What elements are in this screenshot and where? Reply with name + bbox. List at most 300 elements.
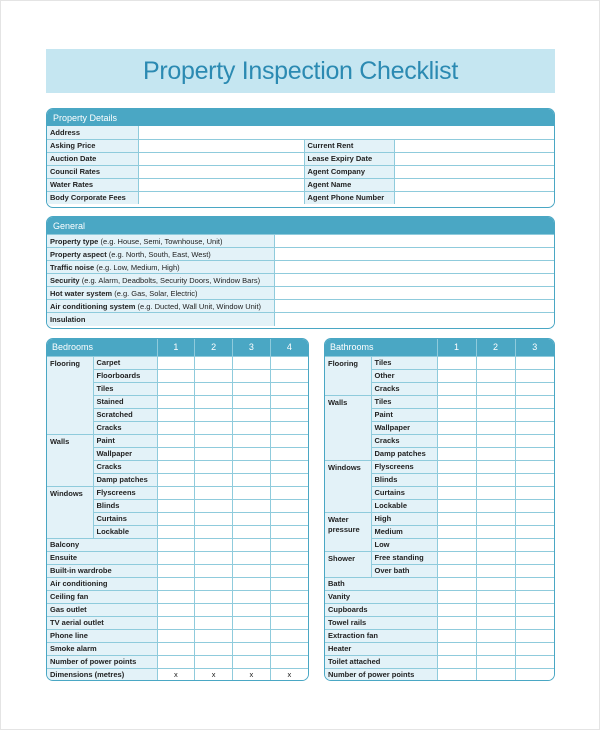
- general-label: [47, 248, 274, 261]
- bedrooms-checkbox-cell[interactable]: [270, 395, 308, 408]
- property-details-table: [47, 126, 554, 204]
- general-input[interactable]: [274, 248, 554, 261]
- bedrooms-checkbox-cell[interactable]: [233, 356, 271, 369]
- bedrooms-checkbox-cell[interactable]: [157, 369, 195, 382]
- bedrooms-checkbox-cell[interactable]: [157, 395, 195, 408]
- details-row: [47, 139, 554, 152]
- bedrooms-item: Ensuite: [47, 551, 157, 564]
- bathrooms-checkbox-cell[interactable]: [515, 538, 554, 551]
- bathrooms-item: Lockable: [371, 499, 437, 512]
- bedrooms-checkbox-cell[interactable]: [233, 473, 271, 486]
- bathrooms-checkbox-cell[interactable]: [476, 629, 515, 642]
- bathrooms-row: [325, 642, 554, 655]
- bathrooms-checkbox-cell[interactable]: [437, 395, 476, 408]
- bathrooms-checkbox-cell[interactable]: [437, 655, 476, 668]
- bathrooms-checkbox-cell[interactable]: [515, 434, 554, 447]
- general-input[interactable]: [274, 261, 554, 274]
- general-card: [46, 216, 555, 329]
- details-row: [47, 165, 554, 178]
- bedrooms-item: Stained: [93, 395, 157, 408]
- bathrooms-item: Cupboards: [325, 603, 437, 616]
- bedrooms-checkbox-cell[interactable]: [270, 525, 308, 538]
- bathrooms-checkbox-cell[interactable]: [476, 486, 515, 499]
- bathrooms-checkbox-cell[interactable]: [476, 408, 515, 421]
- bathrooms-item: Other: [371, 369, 437, 382]
- bathrooms-checkbox-cell[interactable]: [515, 577, 554, 590]
- bedrooms-checkbox-cell[interactable]: [233, 525, 271, 538]
- bedrooms-row: [47, 616, 308, 629]
- bedrooms-checkbox-cell[interactable]: [195, 590, 233, 603]
- bedrooms-row: [47, 356, 308, 369]
- bedrooms-checkbox-cell[interactable]: [157, 525, 195, 538]
- bathrooms-category: Windows: [325, 460, 371, 512]
- bedrooms-checkbox-cell[interactable]: [157, 538, 195, 551]
- bedrooms-checkbox-cell[interactable]: [270, 382, 308, 395]
- bathrooms-checkbox-cell[interactable]: [476, 499, 515, 512]
- bathrooms-item: Heater: [325, 642, 437, 655]
- general-label-text: Hot water system: [50, 288, 113, 298]
- general-header: General: [47, 217, 554, 234]
- bathrooms-checkbox-cell[interactable]: [476, 525, 515, 538]
- bedrooms-checkbox-cell[interactable]: [157, 382, 195, 395]
- general-label-hint: (e.g. North, South, East, West): [106, 249, 211, 259]
- bathrooms-checkbox-cell[interactable]: [515, 512, 554, 525]
- bedrooms-card: [46, 338, 309, 681]
- general-label-hint: (e.g. Alarm, Deadbolts, Security Doors, Window Bars): [79, 275, 261, 285]
- bedrooms-category: Windows: [47, 486, 93, 538]
- bedrooms-checkbox-cell[interactable]: [233, 382, 271, 395]
- bathrooms-checkbox-cell[interactable]: [437, 408, 476, 421]
- bedrooms-checkbox-cell[interactable]: [233, 395, 271, 408]
- bedrooms-checkbox-cell[interactable]: [157, 447, 195, 460]
- general-label-hint: (e.g. Low, Medium, High): [94, 262, 180, 272]
- bathrooms-checkbox-cell[interactable]: [476, 590, 515, 603]
- bedrooms-checkbox-cell[interactable]: [270, 356, 308, 369]
- bedrooms-checkbox-cell[interactable]: [157, 616, 195, 629]
- bathrooms-checkbox-cell[interactable]: [437, 473, 476, 486]
- bedrooms-checkbox-cell[interactable]: [195, 525, 233, 538]
- bathrooms-row: [325, 629, 554, 642]
- bedrooms-checkbox-cell[interactable]: [195, 512, 233, 525]
- bedrooms-dimensions-cell[interactable]: x: [270, 668, 308, 681]
- bathrooms-checkbox-cell[interactable]: [515, 395, 554, 408]
- bedrooms-checkbox-cell[interactable]: [233, 603, 271, 616]
- general-label-text: Traffic noise: [50, 262, 95, 272]
- bathrooms-row: [325, 616, 554, 629]
- bedrooms-checkbox-cell[interactable]: [157, 564, 195, 577]
- bathrooms-checkbox-cell[interactable]: [437, 629, 476, 642]
- bathrooms-checkbox-cell[interactable]: [476, 473, 515, 486]
- bathrooms-checkbox-cell[interactable]: [437, 525, 476, 538]
- general-input[interactable]: [274, 313, 554, 326]
- bedrooms-dimensions-label: Dimensions (metres): [47, 668, 157, 681]
- bedrooms-checkbox-cell[interactable]: [195, 603, 233, 616]
- bathrooms-checkbox-cell[interactable]: [437, 382, 476, 395]
- bedrooms-checkbox-cell[interactable]: [270, 642, 308, 655]
- bathrooms-item: Bath: [325, 577, 437, 590]
- bedrooms-checkbox-cell[interactable]: [270, 460, 308, 473]
- bedrooms-column-number: 1: [157, 339, 195, 356]
- bathrooms-item: Toilet attached: [325, 655, 437, 668]
- bedrooms-checkbox-cell[interactable]: [233, 499, 271, 512]
- details-input[interactable]: [138, 165, 304, 178]
- general-label: [47, 300, 274, 313]
- bathrooms-item: Over bath: [371, 564, 437, 577]
- bedrooms-checkbox-cell[interactable]: [157, 655, 195, 668]
- general-input[interactable]: [274, 274, 554, 287]
- bathrooms-checkbox-cell[interactable]: [437, 499, 476, 512]
- bedrooms-item: Gas outlet: [47, 603, 157, 616]
- bathrooms-checkbox-cell[interactable]: [515, 590, 554, 603]
- bedrooms-header: Bedrooms: [47, 339, 157, 356]
- bedrooms-checkbox-cell[interactable]: [195, 434, 233, 447]
- bedrooms-checkbox-cell[interactable]: [195, 408, 233, 421]
- bathrooms-checkbox-cell[interactable]: [437, 512, 476, 525]
- bathrooms-table: [325, 339, 554, 681]
- bedrooms-item: Balcony: [47, 538, 157, 551]
- bathrooms-item: Towel rails: [325, 616, 437, 629]
- bedrooms-checkbox-cell[interactable]: [195, 382, 233, 395]
- details-label: Lease Expiry Date: [304, 152, 394, 165]
- bedrooms-item: Floorboards: [93, 369, 157, 382]
- bathrooms-column-number: 2: [476, 339, 515, 356]
- bedrooms-checkbox-cell[interactable]: [157, 590, 195, 603]
- bedrooms-checkbox-cell[interactable]: [195, 551, 233, 564]
- bathrooms-checkbox-cell[interactable]: [476, 551, 515, 564]
- bedrooms-checkbox-cell[interactable]: [157, 551, 195, 564]
- bathrooms-column-number: 3: [515, 339, 554, 356]
- bathrooms-checkbox-cell[interactable]: [515, 642, 554, 655]
- bedrooms-checkbox-cell[interactable]: [233, 616, 271, 629]
- bathrooms-item: Vanity: [325, 590, 437, 603]
- bathrooms-checkbox-cell[interactable]: [515, 460, 554, 473]
- bedrooms-checkbox-cell[interactable]: [270, 369, 308, 382]
- details-input[interactable]: [138, 191, 304, 204]
- bedrooms-checkbox-cell[interactable]: [233, 460, 271, 473]
- general-input[interactable]: [274, 287, 554, 300]
- bedrooms-checkbox-cell[interactable]: [195, 538, 233, 551]
- details-label: Council Rates: [47, 165, 138, 178]
- bedrooms-checkbox-cell[interactable]: [195, 395, 233, 408]
- bedrooms-item: Air conditioning: [47, 577, 157, 590]
- bathrooms-checkbox-cell[interactable]: [437, 551, 476, 564]
- bedrooms-checkbox-cell[interactable]: [270, 551, 308, 564]
- bedrooms-category: Walls: [47, 434, 93, 486]
- address-label: Address: [47, 126, 138, 139]
- bedrooms-item: Number of power points: [47, 655, 157, 668]
- bedrooms-checkbox-cell[interactable]: [233, 512, 271, 525]
- bathrooms-checkbox-cell[interactable]: [437, 642, 476, 655]
- bedrooms-item: Blinds: [93, 499, 157, 512]
- bedrooms-row: [47, 486, 308, 499]
- bathrooms-checkbox-cell[interactable]: [476, 616, 515, 629]
- bedrooms-checkbox-cell[interactable]: [157, 486, 195, 499]
- bathrooms-checkbox-cell[interactable]: [476, 421, 515, 434]
- general-label-hint: (e.g. House, Semi, Townhouse, Unit): [98, 236, 223, 246]
- bathrooms-checkbox-cell[interactable]: [476, 538, 515, 551]
- general-input[interactable]: [274, 300, 554, 313]
- general-label-hint: (e.g. Ducted, Wall Unit, Window Unit): [135, 301, 262, 311]
- bathrooms-checkbox-cell[interactable]: [476, 642, 515, 655]
- bathrooms-checkbox-cell[interactable]: [476, 577, 515, 590]
- bathrooms-checkbox-cell[interactable]: [476, 434, 515, 447]
- bathrooms-checkbox-cell[interactable]: [476, 668, 515, 681]
- general-row: [47, 287, 554, 300]
- details-label: Agent Company: [304, 165, 394, 178]
- bedrooms-checkbox-cell[interactable]: [157, 512, 195, 525]
- bedrooms-checkbox-cell[interactable]: [157, 434, 195, 447]
- bathrooms-row: [325, 603, 554, 616]
- bedrooms-checkbox-cell[interactable]: [157, 629, 195, 642]
- bedrooms-checkbox-cell[interactable]: [270, 408, 308, 421]
- bathrooms-header-row: [325, 339, 554, 356]
- bathrooms-checkbox-cell[interactable]: [515, 629, 554, 642]
- bedrooms-checkbox-cell[interactable]: [233, 655, 271, 668]
- bathrooms-checkbox-cell[interactable]: [476, 369, 515, 382]
- bedrooms-checkbox-cell[interactable]: [195, 642, 233, 655]
- bathrooms-checkbox-cell[interactable]: [515, 564, 554, 577]
- bathrooms-checkbox-cell[interactable]: [476, 356, 515, 369]
- details-label: Body Corporate Fees: [47, 191, 138, 204]
- general-label-text: Property type: [50, 236, 99, 246]
- bedrooms-checkbox-cell[interactable]: [233, 369, 271, 382]
- bathrooms-checkbox-cell[interactable]: [515, 525, 554, 538]
- details-input[interactable]: [138, 152, 304, 165]
- bathrooms-checkbox-cell[interactable]: [437, 486, 476, 499]
- bedrooms-item: Ceiling fan: [47, 590, 157, 603]
- details-row: [47, 178, 554, 191]
- bedrooms-checkbox-cell[interactable]: [270, 590, 308, 603]
- bathrooms-checkbox-cell[interactable]: [437, 421, 476, 434]
- bathrooms-row: [325, 577, 554, 590]
- bathrooms-category: Water pressure: [325, 512, 371, 551]
- bathrooms-category: Walls: [325, 395, 371, 460]
- details-input[interactable]: [394, 139, 554, 152]
- bathrooms-checkbox-cell[interactable]: [437, 616, 476, 629]
- bathrooms-checkbox-cell[interactable]: [476, 447, 515, 460]
- bedrooms-checkbox-cell[interactable]: [195, 421, 233, 434]
- bedrooms-column-number: 3: [233, 339, 271, 356]
- bedrooms-checkbox-cell[interactable]: [270, 577, 308, 590]
- bedrooms-checkbox-cell[interactable]: [270, 434, 308, 447]
- bathrooms-checkbox-cell[interactable]: [515, 421, 554, 434]
- details-input[interactable]: [394, 165, 554, 178]
- bedrooms-item: Smoke alarm: [47, 642, 157, 655]
- bedrooms-item: Paint: [93, 434, 157, 447]
- property-details-card: [46, 108, 555, 208]
- bedrooms-row: [47, 655, 308, 668]
- bedrooms-dimensions-cell[interactable]: x: [233, 668, 271, 681]
- bedrooms-checkbox-cell[interactable]: [157, 408, 195, 421]
- bathrooms-checkbox-cell[interactable]: [476, 564, 515, 577]
- bedrooms-row: [47, 551, 308, 564]
- details-input[interactable]: [138, 178, 304, 191]
- bedrooms-checkbox-cell[interactable]: [195, 460, 233, 473]
- bedrooms-checkbox-cell[interactable]: [270, 447, 308, 460]
- bathrooms-column-number: 1: [437, 339, 476, 356]
- bedrooms-checkbox-cell[interactable]: [233, 551, 271, 564]
- bedrooms-checkbox-cell[interactable]: [233, 486, 271, 499]
- bathrooms-category: Shower: [325, 551, 371, 577]
- bathrooms-checkbox-cell[interactable]: [476, 382, 515, 395]
- bathrooms-checkbox-cell[interactable]: [515, 382, 554, 395]
- bathrooms-checkbox-cell[interactable]: [515, 551, 554, 564]
- details-label: Agent Phone Number: [304, 191, 394, 204]
- bedrooms-checkbox-cell[interactable]: [270, 486, 308, 499]
- bedrooms-row: [47, 603, 308, 616]
- bedrooms-checkbox-cell[interactable]: [195, 629, 233, 642]
- bedrooms-checkbox-cell[interactable]: [270, 603, 308, 616]
- bathrooms-header: Bathrooms: [325, 339, 437, 356]
- bedrooms-checkbox-cell[interactable]: [233, 590, 271, 603]
- general-input[interactable]: [274, 235, 554, 248]
- bathrooms-checkbox-cell[interactable]: [437, 603, 476, 616]
- address-input[interactable]: [138, 126, 554, 139]
- bathrooms-checkbox-cell[interactable]: [515, 408, 554, 421]
- bathrooms-item: Wallpaper: [371, 421, 437, 434]
- bathrooms-checkbox-cell[interactable]: [515, 603, 554, 616]
- bedrooms-item: Wallpaper: [93, 447, 157, 460]
- bathrooms-checkbox-cell[interactable]: [437, 460, 476, 473]
- bedrooms-checkbox-cell[interactable]: [157, 356, 195, 369]
- bedrooms-checkbox-cell[interactable]: [157, 642, 195, 655]
- bathrooms-checkbox-cell[interactable]: [437, 538, 476, 551]
- bathrooms-checkbox-cell[interactable]: [476, 460, 515, 473]
- bedrooms-checkbox-cell[interactable]: [270, 473, 308, 486]
- address-row: [47, 126, 554, 139]
- bedrooms-checkbox-cell[interactable]: [270, 421, 308, 434]
- bedrooms-checkbox-cell[interactable]: [233, 434, 271, 447]
- bathrooms-checkbox-cell[interactable]: [476, 395, 515, 408]
- bedrooms-checkbox-cell[interactable]: [233, 408, 271, 421]
- bedrooms-checkbox-cell[interactable]: [270, 629, 308, 642]
- bedrooms-checkbox-cell[interactable]: [195, 369, 233, 382]
- title-banner: [46, 49, 555, 93]
- bedrooms-checkbox-cell[interactable]: [195, 577, 233, 590]
- details-input[interactable]: [394, 178, 554, 191]
- bedrooms-row: [47, 538, 308, 551]
- bathrooms-item: Flyscreens: [371, 460, 437, 473]
- details-input[interactable]: [394, 152, 554, 165]
- details-input[interactable]: [394, 191, 554, 204]
- bedrooms-checkbox-cell[interactable]: [157, 460, 195, 473]
- bedrooms-checkbox-cell[interactable]: [195, 486, 233, 499]
- bedrooms-checkbox-cell[interactable]: [157, 421, 195, 434]
- bathrooms-item: Extraction fan: [325, 629, 437, 642]
- bathrooms-item: Free standing: [371, 551, 437, 564]
- bathrooms-item: Medium: [371, 525, 437, 538]
- bathrooms-checkbox-cell[interactable]: [437, 564, 476, 577]
- bathrooms-checkbox-cell[interactable]: [515, 447, 554, 460]
- bedrooms-checkbox-cell[interactable]: [270, 564, 308, 577]
- details-label: Water Rates: [47, 178, 138, 191]
- bathrooms-item: Cracks: [371, 434, 437, 447]
- bathrooms-item: Number of power points: [325, 668, 437, 681]
- bedrooms-row: [47, 642, 308, 655]
- general-label-text: Insulation: [50, 314, 86, 324]
- property-details-header: Property Details: [47, 109, 554, 126]
- bedrooms-dimensions-cell[interactable]: x: [195, 668, 233, 681]
- bathrooms-checkbox-cell[interactable]: [476, 603, 515, 616]
- bedrooms-checkbox-cell[interactable]: [270, 616, 308, 629]
- bathrooms-checkbox-cell[interactable]: [437, 447, 476, 460]
- bathrooms-checkbox-cell[interactable]: [515, 369, 554, 382]
- general-label-text: Air conditioning system: [50, 301, 136, 311]
- bathrooms-checkbox-cell[interactable]: [437, 369, 476, 382]
- bathrooms-row: [325, 655, 554, 668]
- bedrooms-checkbox-cell[interactable]: [233, 577, 271, 590]
- general-table: [47, 234, 554, 326]
- general-row: [47, 261, 554, 274]
- bedrooms-checkbox-cell[interactable]: [157, 577, 195, 590]
- bathrooms-checkbox-cell[interactable]: [437, 668, 476, 681]
- bedrooms-checkbox-cell[interactable]: [157, 499, 195, 512]
- bedrooms-checkbox-cell[interactable]: [195, 356, 233, 369]
- bedrooms-checkbox-cell[interactable]: [195, 447, 233, 460]
- bedrooms-checkbox-cell[interactable]: [270, 512, 308, 525]
- bathrooms-checkbox-cell[interactable]: [476, 512, 515, 525]
- bedrooms-checkbox-cell[interactable]: [195, 655, 233, 668]
- bathrooms-checkbox-cell[interactable]: [515, 655, 554, 668]
- bedrooms-item: Damp patches: [93, 473, 157, 486]
- general-label: [47, 287, 274, 300]
- bedrooms-checkbox-cell[interactable]: [233, 421, 271, 434]
- bathrooms-checkbox-cell[interactable]: [515, 486, 554, 499]
- bedrooms-row: [47, 577, 308, 590]
- bedrooms-checkbox-cell[interactable]: [157, 473, 195, 486]
- bathrooms-checkbox-cell[interactable]: [515, 499, 554, 512]
- bedrooms-checkbox-cell[interactable]: [195, 564, 233, 577]
- bedrooms-checkbox-cell[interactable]: [195, 616, 233, 629]
- general-label-text: Security: [50, 275, 80, 285]
- bedrooms-checkbox-cell[interactable]: [233, 564, 271, 577]
- bedrooms-checkbox-cell[interactable]: [157, 603, 195, 616]
- details-input[interactable]: [138, 139, 304, 152]
- bedrooms-checkbox-cell[interactable]: [195, 499, 233, 512]
- bedrooms-checkbox-cell[interactable]: [270, 499, 308, 512]
- bathrooms-row: [325, 551, 554, 564]
- bedrooms-checkbox-cell[interactable]: [270, 655, 308, 668]
- bedrooms-checkbox-cell[interactable]: [233, 538, 271, 551]
- general-label-text: Property aspect: [50, 249, 107, 259]
- bathrooms-checkbox-cell[interactable]: [437, 356, 476, 369]
- bedrooms-item: Cracks: [93, 421, 157, 434]
- bedrooms-checkbox-cell[interactable]: [233, 642, 271, 655]
- bathrooms-row: [325, 668, 554, 681]
- bathrooms-checkbox-cell[interactable]: [515, 473, 554, 486]
- bathrooms-item: Curtains: [371, 486, 437, 499]
- general-row: [47, 248, 554, 261]
- bedrooms-checkbox-cell[interactable]: [195, 473, 233, 486]
- bedrooms-checkbox-cell[interactable]: [233, 629, 271, 642]
- bathrooms-checkbox-cell[interactable]: [476, 655, 515, 668]
- bathrooms-checkbox-cell[interactable]: [437, 590, 476, 603]
- bedrooms-dimensions-cell[interactable]: x: [157, 668, 195, 681]
- details-label: Agent Name: [304, 178, 394, 191]
- bathrooms-item: Tiles: [371, 356, 437, 369]
- bedrooms-category: Flooring: [47, 356, 93, 434]
- bathrooms-checkbox-cell[interactable]: [515, 356, 554, 369]
- bathrooms-checkbox-cell[interactable]: [515, 616, 554, 629]
- bathrooms-checkbox-cell[interactable]: [515, 668, 554, 681]
- bedrooms-checkbox-cell[interactable]: [233, 447, 271, 460]
- bedrooms-item: Curtains: [93, 512, 157, 525]
- bedrooms-checkbox-cell[interactable]: [270, 538, 308, 551]
- details-row: [47, 191, 554, 204]
- bathrooms-checkbox-cell[interactable]: [437, 434, 476, 447]
- bathrooms-row: [325, 395, 554, 408]
- bathrooms-checkbox-cell[interactable]: [437, 577, 476, 590]
